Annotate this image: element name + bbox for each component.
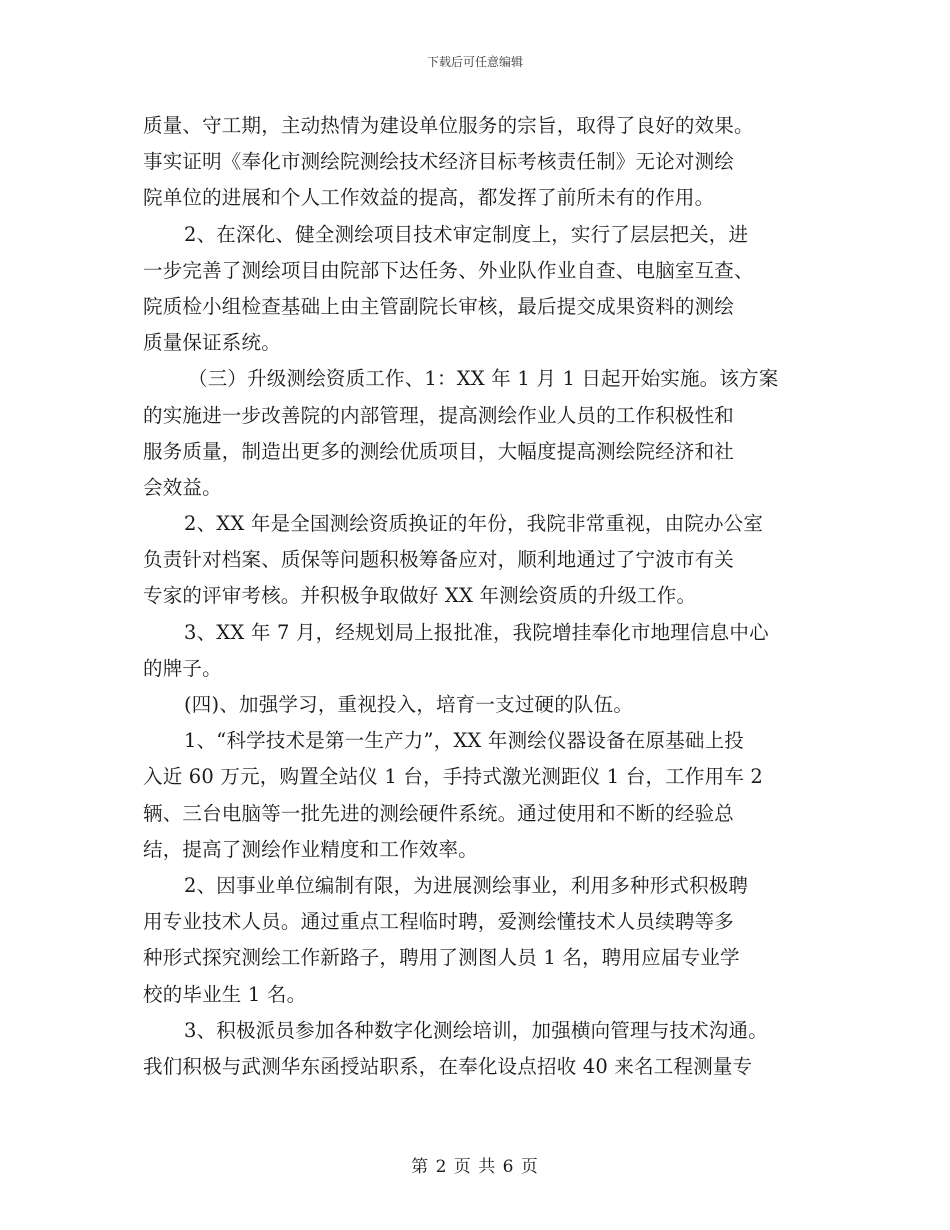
body-line: 用专业技术人员。通过重点工程临时聘，爱测绘懂技术人员续聘等多 — [143, 910, 735, 934]
section-heading-line: (四)、加强学习，重视投入，培育一支过硬的队伍。 — [184, 693, 634, 716]
body-line: 专家的评审考核。并积极争取做好 XX 年测绘资质的升级工作。 — [143, 584, 697, 608]
body-line: 3、XX 年 7 月，经规划局上报批准，我院增挂奉化市地理信息中心 — [184, 620, 769, 644]
body-line: 的实施进一步改善院的内部管理，提高测绘作业人员的工作积极性和 — [143, 403, 735, 427]
body-line: 种形式探究测绘工作新路子，聘用了测图人员 1 名，聘用应届专业学 — [143, 946, 740, 970]
body-line: 1、“科学技术是第一生产力”，XX 年测绘仪器设备在原基础上投 — [184, 729, 745, 753]
body-line: 院质检小组检查基础上由主管副院长审核，最后提交成果资料的测绘 — [143, 294, 735, 318]
body-line: 校的毕业生 1 名。 — [143, 982, 307, 1006]
body-line: 辆、三台电脑等一批先进的测绘硬件系统。通过使用和不断的经验总 — [143, 801, 735, 825]
body-line: 2、因事业单位编制有限，为进展测绘事业，利用多种形式积极聘 — [184, 873, 749, 897]
body-line: 结，提高了测绘作业精度和工作效率。 — [143, 837, 478, 861]
body-line: 入近 60 万元，购置全站仪 1 台，手持式激光测距仪 1 台，工作用车 2 — [143, 765, 764, 789]
body-line: 一步完善了测绘项目由院部下达任务、外业队作业自查、电脑室互查、 — [143, 258, 754, 282]
document-body — [143, 108, 823, 1085]
body-line: 质量、守工期，主动热情为建设单位服务的宗旨，取得了良好的效果。 — [143, 114, 754, 137]
body-line: 质量保证系统。 — [143, 331, 281, 355]
body-line: 事实证明《奉化市测绘院测绘技术经济目标考核责任制》无论对测绘 — [143, 150, 735, 174]
body-line: 我们积极与武测华东函授站职系，在奉化设点招收 40 来名工程测量专 — [143, 1054, 753, 1078]
page-number-footer: 第 2 页 共 6 页 — [411, 1157, 539, 1177]
body-line: 负责针对档案、质保等问题积极筹备应对，顺利地通过了宁波市有关 — [143, 548, 735, 572]
page-header-note: 下载后可任意编辑 — [426, 55, 523, 69]
body-line: 服务质量，制造出更多的测绘优质项目，大幅度提高测绘院经济和社 — [143, 439, 735, 463]
body-line: 2、在深化、健全测绘项目技术审定制度上，实行了层层把关，进 — [184, 222, 749, 246]
body-line: 会效益。 — [143, 475, 222, 499]
body-line: 2、XX 年是全国测绘资质换证的年份，我院非常重视，由院办公室 — [184, 512, 764, 536]
body-line: 院单位的进展和个人工作效益的提高，都发挥了前所未有的作用。 — [143, 186, 715, 210]
body-line: 3、积极派员参加各种数字化测绘培训，加强横向管理与技术沟通。 — [184, 1018, 768, 1042]
section-heading-line: （三）升级测绘资质工作、1：XX 年 1 月 1 日起开始实施。该方案 — [188, 367, 779, 391]
body-line: 的牌子。 — [143, 656, 222, 680]
